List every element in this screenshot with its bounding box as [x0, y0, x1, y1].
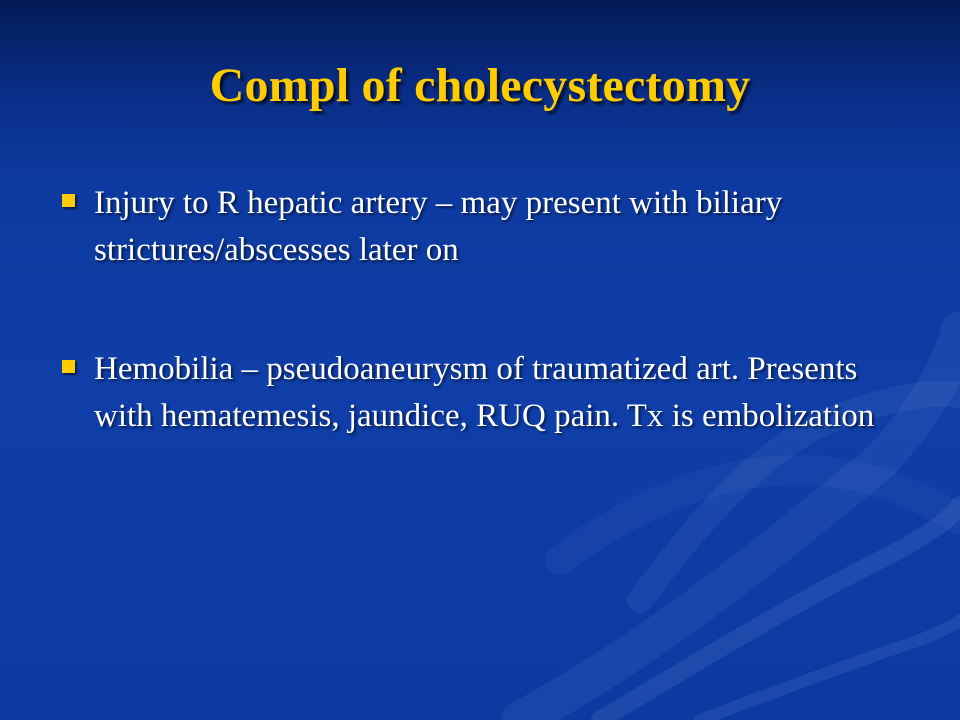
bullet-list — [60, 180, 880, 440]
bullet-item — [60, 346, 880, 440]
bullet-text: Injury to R hepatic artery – may present with biliary strictures/abscesses later on — [94, 185, 783, 268]
slide-title: Compl of cholecystectomy — [209, 59, 751, 112]
bullet-item — [60, 180, 880, 274]
square-bullet-icon — [62, 194, 75, 207]
square-bullet-icon — [62, 360, 75, 373]
bullet-text: Hemobilia – pseudoaneurysm of traumatized art. Presents with hematemesis, jaundice, RUQ pain. Tx is embolization — [94, 351, 875, 434]
